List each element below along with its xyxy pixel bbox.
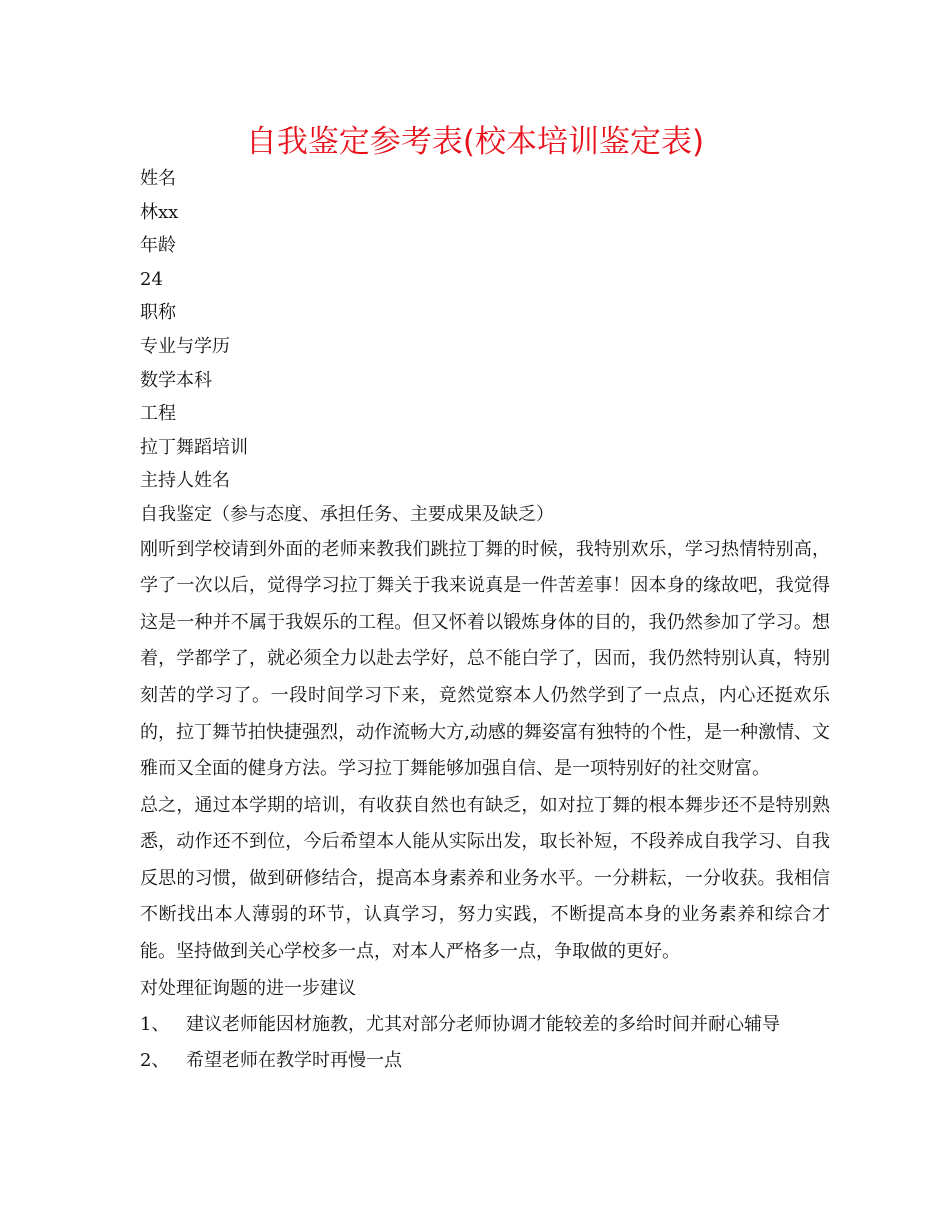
document-title: 自我鉴定参考表(校本培训鉴定表): [245, 124, 705, 160]
field-self-assessment-label: 自我鉴定（参与态度、承担任务、主要成果及缺乏）: [140, 503, 554, 525]
suggestion-heading: 对处理征询题的进一步建议: [140, 977, 356, 999]
self-assessment-paragraph-2: 总之，通过本学期的培训，有收获自然也有缺乏，如对拉丁舞的根本舞步还不是特别熟悉，动作还不到位，今后希望本人能从实际出发，取长补短，不段养成自我学习、自我反思的习惯，做到研修结合，提高本身素养和业务水平。一分耕耘，一分收获。我相信不断找出本人薄弱的环节，认真学习，努力实践，不断提高本身的业务素养和综合才能。坚持做到关心学校多一点，对本人严格多一点，争取做的更好。: [140, 794, 830, 963]
suggestion-text: 建议老师能因材施教，尤其对部分老师协调才能较差的多给时间并耐心辅导: [186, 1013, 780, 1035]
field-title-label: 职称: [140, 302, 176, 324]
field-project-label: 工程: [140, 403, 176, 425]
field-age-label: 年龄: [140, 235, 176, 257]
self-assessment-paragraph-1: 刚听到学校请到外面的老师来教我们跳拉丁舞的时候，我特别欢乐，学习热情特别高，学了一次以后，觉得学习拉丁舞关于我来说真是一件苦差事！因本身的缘故吧，我觉得这是一种并不属于我娱乐的工程。但又怀着以锻炼身体的目的，我仍然参加了学习。想着，学都学了，就必须全力以赴去学好，总不能白学了，因而，我仍然特别认真，特别刻苦的学习了。一段时间学习下来，竟然觉察本人仍然学到了一点点，内心还挺欢乐的，拉丁舞节拍快捷强烈，动作流畅大方,动感的舞姿富有独特的个性，是一种激情、文雅而又全面的健身方法。学习拉丁舞能够加强自信、是一项特别好的社交财富。: [140, 538, 830, 780]
field-host-label: 主持人姓名: [140, 470, 230, 492]
suggestion-text: 希望老师在教学时再慢一点: [186, 1049, 402, 1071]
field-name-value: 林xx: [140, 201, 179, 223]
suggestion-number: 1、: [140, 1013, 170, 1035]
field-age-value: 24: [140, 268, 163, 290]
field-name-label: 姓名: [140, 168, 176, 189]
field-project-value: 拉丁舞蹈培训: [140, 436, 248, 458]
field-major-label: 专业与学历: [140, 335, 230, 357]
suggestion-item-2: [140, 1043, 830, 1079]
suggestion-item-1: [140, 1007, 830, 1043]
field-major-value: 数学本科: [140, 369, 212, 391]
suggestion-number: 2、: [140, 1049, 170, 1071]
document-body: [140, 162, 830, 1079]
